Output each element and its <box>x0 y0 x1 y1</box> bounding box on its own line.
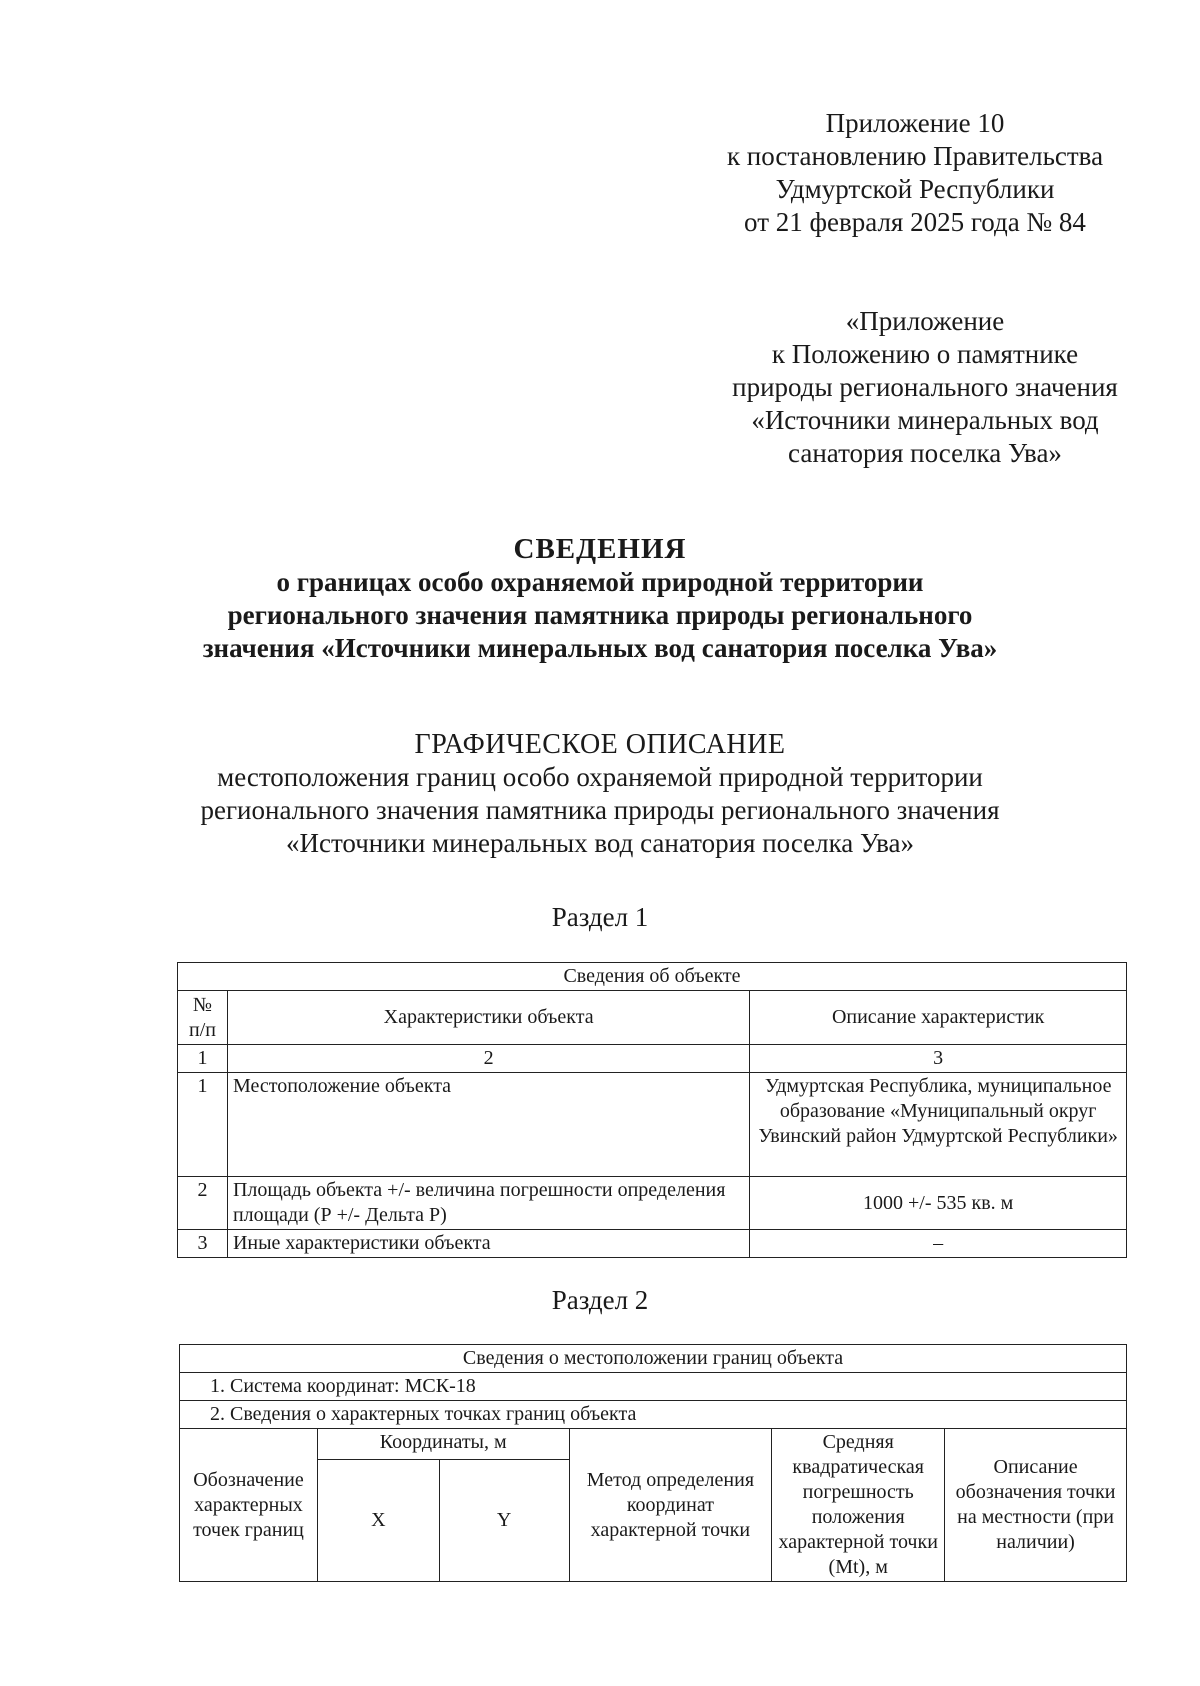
col-index: 1 <box>178 1045 228 1073</box>
table-row <box>178 1073 1127 1177</box>
col-x: X <box>317 1460 439 1582</box>
col-point-description: Описание обозначения точки на местности (при наличии) <box>945 1429 1127 1582</box>
col-index: 2 <box>227 1045 749 1073</box>
annex2-line: санатория поселка Ува» <box>788 438 1062 468</box>
table-row <box>178 1177 1127 1230</box>
col-number-header: № п/п <box>178 991 228 1045</box>
row-description: Удмуртская Республика, муниципальное образование «Муниципальный округ Увинский район Удмуртской Республики» <box>750 1073 1127 1177</box>
annex-date: от 21 февраля 2025 года № 84 <box>744 207 1086 237</box>
graphic-description-title <box>150 728 1050 860</box>
coordinate-system: 1. Система координат: МСК-18 <box>180 1373 1127 1401</box>
annex2-line: «Источники минеральных вод <box>751 405 1099 435</box>
table2-title: Сведения о местоположении границ объекта <box>180 1345 1127 1373</box>
row-description: – <box>750 1230 1127 1258</box>
col-characteristics-header: Характеристики объекта <box>227 991 749 1045</box>
title-line: о границах особо охраняемой природной территории <box>276 567 924 597</box>
table-row <box>178 1230 1127 1258</box>
annex-number: Приложение 10 <box>825 108 1005 138</box>
annex-republic: Удмуртской Республики <box>775 174 1055 204</box>
annex2-line: к Положению о памятнике <box>771 339 1079 369</box>
col-coordinates: Координаты, м <box>317 1429 569 1460</box>
document-title <box>150 533 1050 665</box>
boundary-location-table <box>179 1344 1127 1582</box>
annex2-line: «Приложение <box>845 306 1005 336</box>
row-description: 1000 +/- 535 кв. м <box>750 1177 1127 1230</box>
object-info-table <box>177 962 1127 1258</box>
title-line: регионального значения памятника природы регионального <box>227 600 973 630</box>
row-characteristic: Иные характеристики объекта <box>227 1230 749 1258</box>
title-line: значения «Источники минеральных вод санатория поселка Ува» <box>202 633 998 663</box>
graphic-line: «Источники минеральных вод санатория поселка Ува» <box>286 828 914 858</box>
col-method: Метод определения координат характерной точки <box>569 1429 772 1582</box>
row-characteristic: Местоположение объекта <box>227 1073 749 1177</box>
col-point-designation: Обозначение характерных точек границ <box>180 1429 318 1582</box>
annex-header <box>680 107 1150 239</box>
title-main: СВЕДЕНИЯ <box>513 533 687 565</box>
section1-heading: Раздел 1 <box>551 902 649 932</box>
points-info: 2. Сведения о характерных точках границ объекта <box>180 1401 1127 1429</box>
graphic-main: ГРАФИЧЕСКОЕ ОПИСАНИЕ <box>414 729 786 760</box>
row-number: 1 <box>178 1073 228 1177</box>
col-error: Средняя квадратическая погрешность положения характерной точки (Mt), м <box>772 1429 945 1582</box>
annex-regulation <box>700 305 1150 470</box>
annex-resolution: к постановлению Правительства <box>726 141 1104 171</box>
col-index: 3 <box>750 1045 1127 1073</box>
graphic-line: регионального значения памятника природы регионального значения <box>200 795 1000 825</box>
row-characteristic: Площадь объекта +/- величина погрешности определения площади (Р +/- Дельта Р) <box>227 1177 749 1230</box>
col-y: Y <box>439 1460 569 1582</box>
row-number: 3 <box>178 1230 228 1258</box>
section2-heading: Раздел 2 <box>551 1285 649 1315</box>
row-number: 2 <box>178 1177 228 1230</box>
table1-title: Сведения об объекте <box>178 963 1127 991</box>
graphic-line: местоположения границ особо охраняемой природной территории <box>217 762 983 792</box>
annex2-line: природы регионального значения <box>732 372 1118 402</box>
col-description-header: Описание характеристик <box>750 991 1127 1045</box>
